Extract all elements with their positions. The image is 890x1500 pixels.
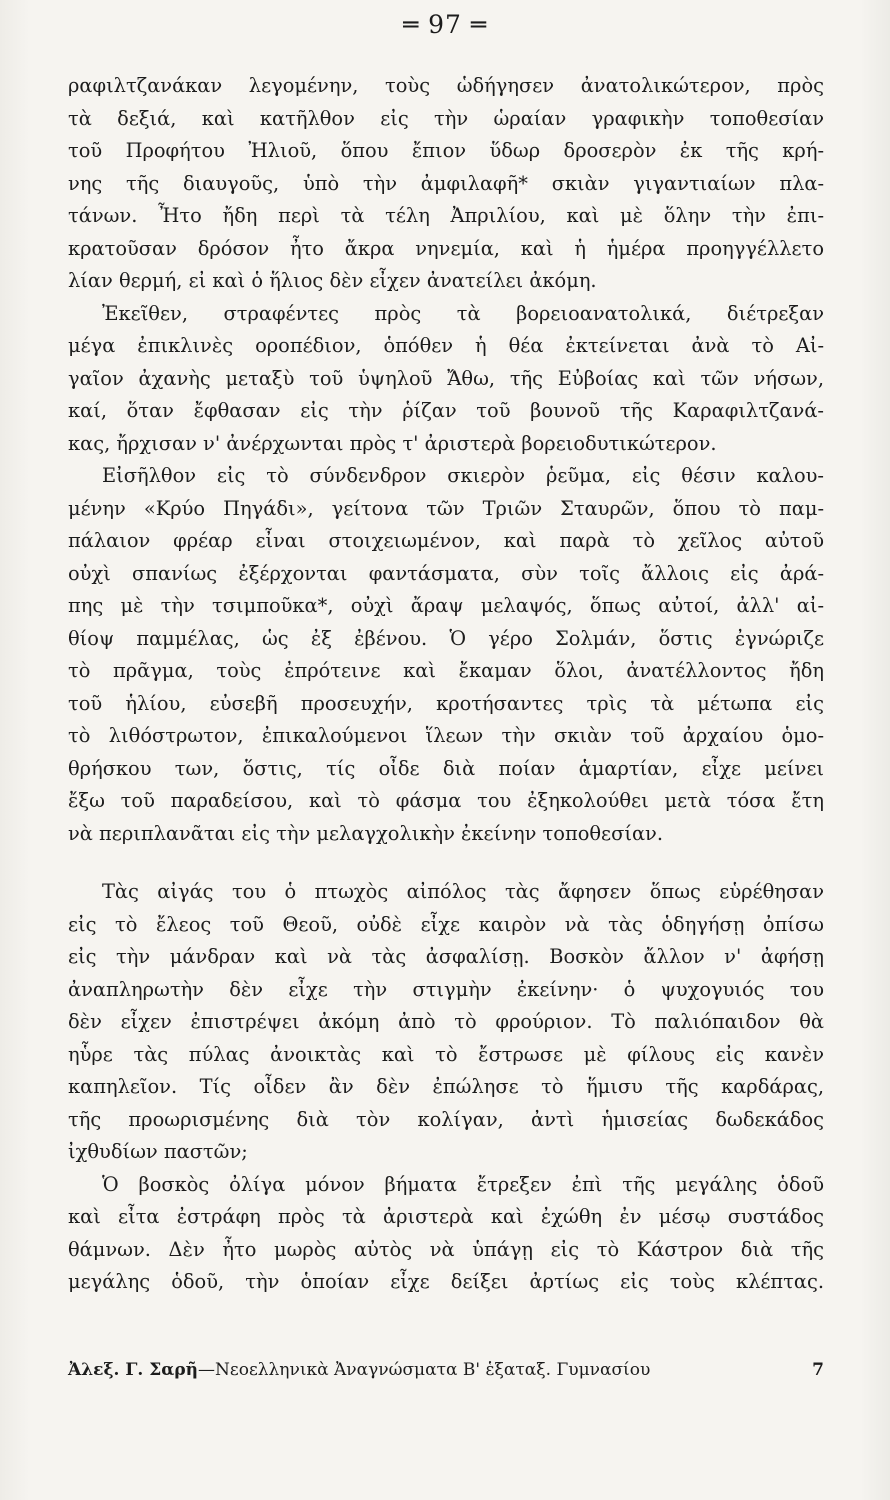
text-line: καὶ εἶτα ἐστράφη πρὸς τὰ ἀριστερὰ καὶ ἐχώθη ἐν μέσῳ συστάδος [68,1205,824,1228]
text-line: νης τῆς διαυγοῦς, ὑπὸ τὴν ἀμφιλαφῆ* σκιὰν γιγαντιαίων πλα- [68,171,824,195]
footer-signature: 7 [812,1360,824,1380]
paragraph [68,298,824,461]
paragraph [68,876,824,1169]
text-line: Εἰσῆλθον εἰς τὸ σύνδενδρον σκιερὸν ῥεῦμα, εἰς θέσιν καλου- [102,464,824,487]
paragraph [68,1169,824,1299]
text-line: τὸ πρᾶγμα, τοὺς ἐπρότεινε καὶ ἔκαμαν ὅλοι, ἀνατέλλοντος ἤδη [68,659,824,682]
text-line: Ὁ βοσκὸς ὀλίγα μόνον βήματα ἔτρεξεν ἐπὶ τῆς μεγάλης ὁδοῦ [102,1172,824,1196]
text-line: πάλαιον φρέαρ εἶναι στοιχειωμένον, καὶ παρὰ τὸ χεῖλος αὐτοῦ [68,529,824,552]
text-line: θίοψ παμμέλας, ὡς ἐξ ἐβένου. Ὁ γέρο Σολμάν, ὅστις ἐγνώριζε [68,626,824,650]
text-line: Τὰς αἰγάς του ὁ πτωχὸς αἰπόλος τὰς ἄφησεν ὅπως εὑρέθησαν [102,880,824,903]
text-line: νὰ περιπλανᾶται εἰς τὴν μελαγχολικὴν ἐκείνην τοποθεσίαν. [68,821,663,845]
paragraph [68,460,824,850]
text-line: θρήσκου των, ὅστις, τίς οἶδε διὰ ποίαν ἁμαρτίαν, εἶχε μείνει [68,756,824,780]
text-line: ηὗρε τὰς πύλας ἀνοικτὰς καὶ τὸ ἔστρωσε μὲ φίλους εἰς κανὲν [68,1042,824,1066]
paragraph [68,70,824,298]
text-line: μένην «Κρύο Πηγάδι», γείτονα τῶν Τριῶν Σταυρῶν, ὅπου τὸ παμ- [68,496,824,520]
text-line: τῆς προωρισμένης διὰ τὸν κολίγαν, ἀντὶ ἡμισείας δωδεκάδος [68,1107,824,1131]
text-line: καί, ὅταν ἔφθασαν εἰς τὴν ῥίζαν τοῦ βουνοῦ τῆς Καραφιλτζανά- [68,399,824,422]
footer-source [68,1360,650,1380]
page-number: ═ 97 ═ [403,10,487,39]
text-line: κας, ἤρχισαν ν' ἀνέρχωνται πρὸς τ' ἀριστερὰ βορειοδυτικώτερον. [68,431,717,455]
text-line: τὰ δεξιά, καὶ κατῆλθον εἰς τὴν ὡραίαν γραφικὴν τοποθεσίαν [68,106,824,130]
text-line: τοῦ Προφήτου Ἠλιοῦ, ὅπου ἔπιον ὕδωρ δροσερὸν ἐκ τῆς κρή- [68,139,824,162]
text-line: Ἐκεῖθεν, στραφέντες πρὸς τὰ βορειοανατολικά, διέτρεξαν [102,301,824,325]
text-line: μεγάλης ὁδοῦ, τὴν ὁποίαν εἶχε δείξει ἀρτίως εἰς τοὺς κλέπτας. [68,1270,824,1293]
text-line: ἔξω τοῦ παραδείσου, καὶ τὸ φάσμα του ἐξηκολούθει μετὰ τόσα ἔτη [68,789,824,812]
text-line: τοῦ ἡλίου, εὐσεβῆ προσευχήν, κροτήσαντες τρὶς τὰ μέτωπα εἰς [68,691,824,715]
text-line: θάμνων. Δὲν ἦτο μωρὸς αὐτὸς νὰ ὑπάγῃ εἰς τὸ Κάστρον διὰ τῆς [68,1237,824,1261]
footer-title: —Νεοελληνικὰ Ἀναγνώσματα Β' ἑξαταξ. Γυμνασίου [198,1360,651,1380]
body-text [68,70,824,1299]
text-line: τάνων. Ἦτο ἤδη περὶ τὰ τέλη Ἀπριλίου, καὶ μὲ ὅλην τὴν ἐπι- [68,204,824,227]
text-line: πης μὲ τὴν τσιμποῦκα*, οὐχὶ ἄραψ μελαψός, ὅπως αὐτοί, ἀλλ' αἰ- [68,594,824,617]
text-line: κρατοῦσαν δρόσον ἦτο ἄκρα νηνεμία, καὶ ἡ ἡμέρα προηγγέλλετο [68,236,824,260]
text-line: ἰχθυδίων παστῶν; [68,1140,248,1163]
text-line: οὐχὶ σπανίως ἐξέρχονται φαντάσματα, σὺν τοῖς ἄλλοις εἰς ἀρά- [68,561,824,585]
text-line: εἰς τὴν μάνδραν καὶ νὰ τὰς ἀσφαλίσῃ. Βοσκὸν ἄλλον ν' ἀφήσῃ [68,945,824,968]
text-line: ραφιλτζανάκαν λεγομένην, τοὺς ὡδήγησεν ἀνατολικώτερον, πρὸς [68,74,824,97]
text-line: μέγα ἐπικλινὲς οροπέδιον, ὁπόθεν ἡ θέα ἐκτείνεται ἀνὰ τὸ Αἰ- [68,334,824,357]
text-line: γαῖον ἀχανὴς μεταξὺ τοῦ ὑψηλοῦ Ἄθω, τῆς Εὐβοίας καὶ τῶν νήσων, [68,366,824,390]
footer-author: Ἀλεξ. Γ. Σαρῆ [68,1360,199,1380]
paragraph-gap [68,850,824,876]
page-footer [68,1360,824,1380]
text-line: ἀναπληρωτὴν δὲν εἶχε τὴν στιγμὴν ἐκείνην· ὁ ψυχογυιός του [68,977,824,1001]
text-line: λίαν θερμή, εἰ καὶ ὁ ἥλιος δὲν εἶχεν ἀνατείλει ἀκόμη. [68,269,597,292]
text-line: καπηλεῖον. Τίς οἶδεν ἂν δὲν ἐπώλησε τὸ ἥμισυ τῆς καρδάρας, [68,1075,824,1098]
text-line: τὸ λιθόστρωτον, ἐπικαλούμενοι ἵλεων τὴν σκιὰν τοῦ ἀρχαίου ὁμο- [68,724,824,747]
text-line: δὲν εἶχεν ἐπιστρέψει ἀκόμη ἀπὸ τὸ φρούριον. Τὸ παλιόπαιδον θὰ [68,1010,824,1033]
text-line: εἰς τὸ ἔλεος τοῦ Θεοῦ, οὐδὲ εἶχε καιρὸν νὰ τὰς ὁδηγήσῃ ὀπίσω [68,912,824,936]
